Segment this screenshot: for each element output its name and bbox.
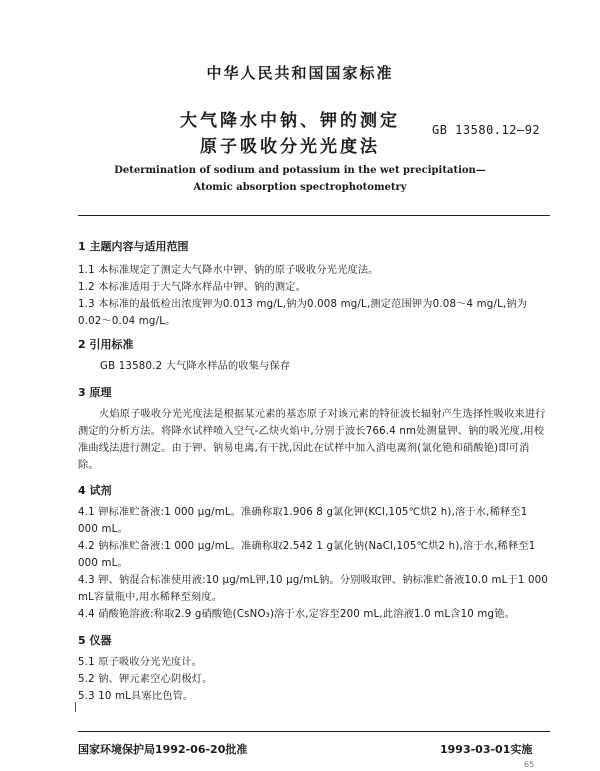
- principle-paragraph: 火焰原子吸收分光光度法是根据某元素的基态原子对该元素的特征波长辐射产生选择性吸收来进行测定的分析方法。将降水试样喷入空气-乙炔火焰中,分别于波长766.4 nm处测量钾、钠的吸光度,用校准曲线法进行测定。由于钾、钠易电离,有干扰,因此在试样中加入消电离剂(氯化铯和硝酸铯)即可消除。: [78, 409, 546, 471]
- section-4-heading: 4 试剂: [78, 484, 112, 497]
- margin-mark: [75, 702, 78, 712]
- header-divider: [78, 215, 550, 216]
- referenced-standard: GB 13580.2 大气降水样品的收集与保存: [100, 361, 291, 372]
- clause-5-2: 5.2 钠、钾元素空心阴极灯。: [78, 674, 213, 685]
- implementation-date: 1993-03-01实施: [440, 743, 533, 756]
- section-1-heading: 1 主题内容与适用范围: [78, 240, 189, 253]
- clause-1-2: 1.2 本标准适用于大气降水样品中钾、钠的测定。: [78, 282, 306, 293]
- clause-4-4: 4.4 硝酸铯溶液:称取2.9 g硝酸铯(CsNO₃)溶于水,定容至200 mL,此溶液1.0 mL含10 mg铯。: [78, 609, 515, 620]
- section-2-heading: 2 引用标准: [78, 338, 134, 351]
- english-title-line-1: Determination of sodium and potassium in the wet precipitation—: [114, 165, 486, 176]
- clause-1-1: 1.1 本标准规定了测定大气降水中钾、钠的原子吸收分光光度法。: [78, 265, 379, 276]
- footer-divider: [78, 731, 550, 732]
- section-3-heading: 3 原理: [78, 386, 112, 399]
- english-title-line-2: Atomic absorption spectrophotometry: [193, 182, 407, 193]
- clause-5-1: 5.1 原子吸收分光光度计。: [78, 657, 203, 668]
- section-5-heading: 5 仪器: [78, 634, 112, 647]
- document-title-line-2: 原子吸收分光光度法: [200, 137, 380, 157]
- clause-1-3: 1.3 本标准的最低检出浓度钾为0.013 mg/L,钠为0.008 mg/L,测定范围钾为0.08～4 mg/L,钠为0.02～0.04 mg/L。: [78, 299, 528, 327]
- approval-date: 国家环境保护局1992-06-20批准: [78, 743, 248, 756]
- clause-4-3: 4.3 钾、钠混合标准使用液:10 μg/mL钾,10 μg/mL钠。分别吸取钾、钠标准贮备液10.0 mL于1 000 mL容量瓶中,用水稀释至刻度。: [78, 575, 549, 603]
- national-standard-header: 中华人民共和国国家标准: [206, 64, 394, 82]
- clause-4-1: 4.1 钾标准贮备液:1 000 μg/mL。准确称取1.906 8 g氯化钾(KCl,105℃烘2 h),溶于水,稀释至1 000 mL。: [78, 507, 528, 535]
- standard-code: GB 13580.12—92: [432, 123, 541, 137]
- clause-5-3: 5.3 10 mL具塞比色管。: [78, 691, 194, 702]
- clause-4-2: 4.2 钠标准贮备液:1 000 μg/mL。准确称取2.542 1 g氯化钠(NaCl,105℃烘2 h),溶于水,稀释至1 000 mL。: [78, 541, 536, 569]
- page-number: 65: [524, 760, 535, 769]
- document-title-line-1: 大气降水中钠、钾的测定: [180, 111, 400, 131]
